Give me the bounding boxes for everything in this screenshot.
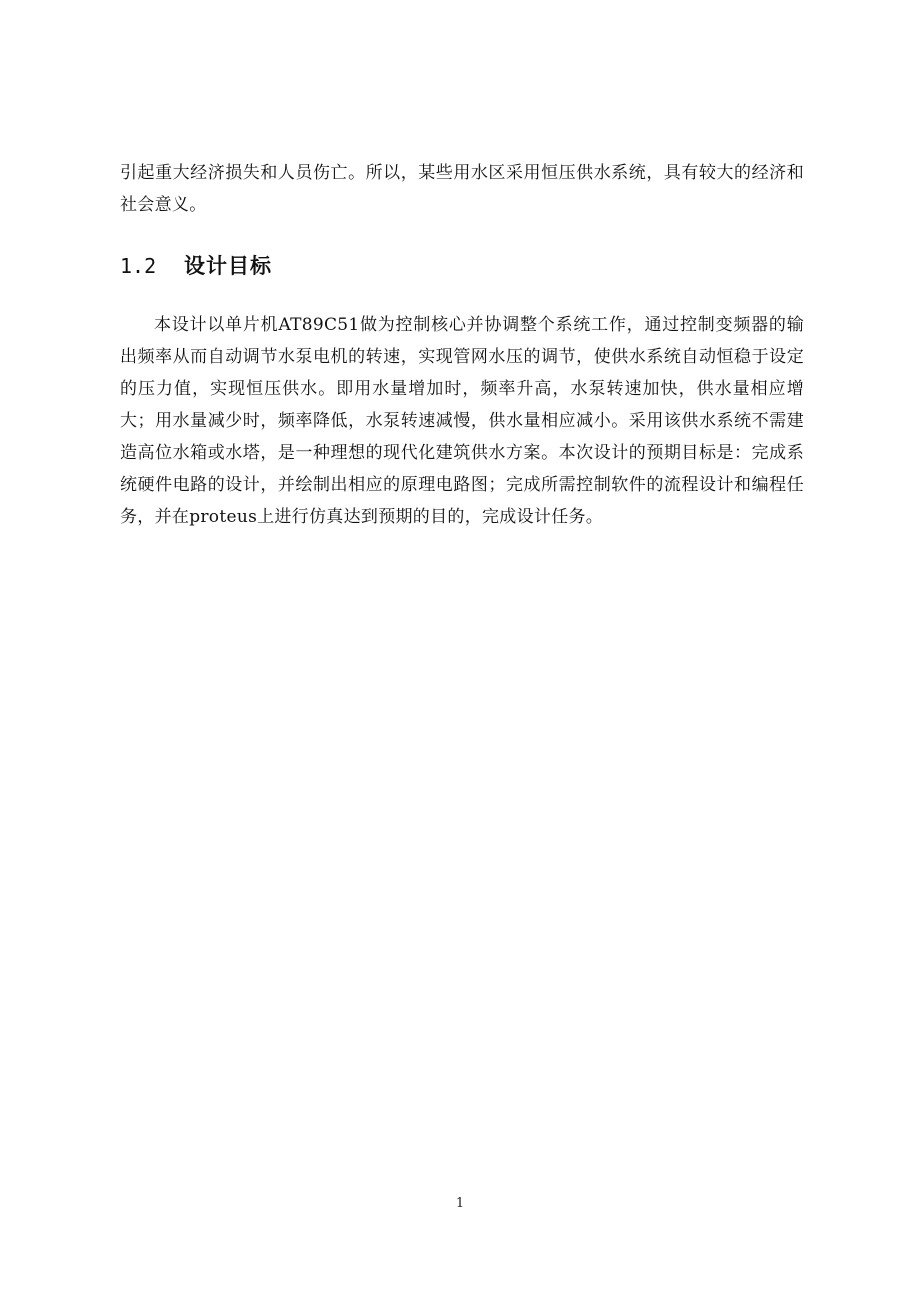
continued-paragraph: 引起重大经济损失和人员伤亡。所以，某些用水区采用恒压供水系统，具有较大的经济和社会意义。 <box>120 163 804 215</box>
page-number: 1 <box>455 1196 465 1211</box>
section-title: 设计目标 <box>184 254 272 278</box>
body-paragraph: 本设计以单片机AT89C51做为控制核心并协调整个系统工作，通过控制变频器的输出频率从而自动调节水泵电机的转速，实现管网水压的调节，使供水系统自动恒稳于设定的压力值，实现恒压供水。即用水量增加时，频率升高，水泵转速加快，供水量相应增大；用水量减少时，频率降低，水泵转速减慢，供水量相应减小。采用该供水系统不需建造高位水箱或水塔，是一种理想的现代化建筑供水方案。本次设计的预期目标是：完成系统硬件电路的设计，并绘制出相应的原理电路图；完成所需控制软件的流程设计和编程任务，并在proteus上进行仿真达到预期的目的，完成设计任务。 <box>120 315 804 527</box>
section-number: 1.2 <box>120 254 157 278</box>
section-heading <box>120 248 272 284</box>
